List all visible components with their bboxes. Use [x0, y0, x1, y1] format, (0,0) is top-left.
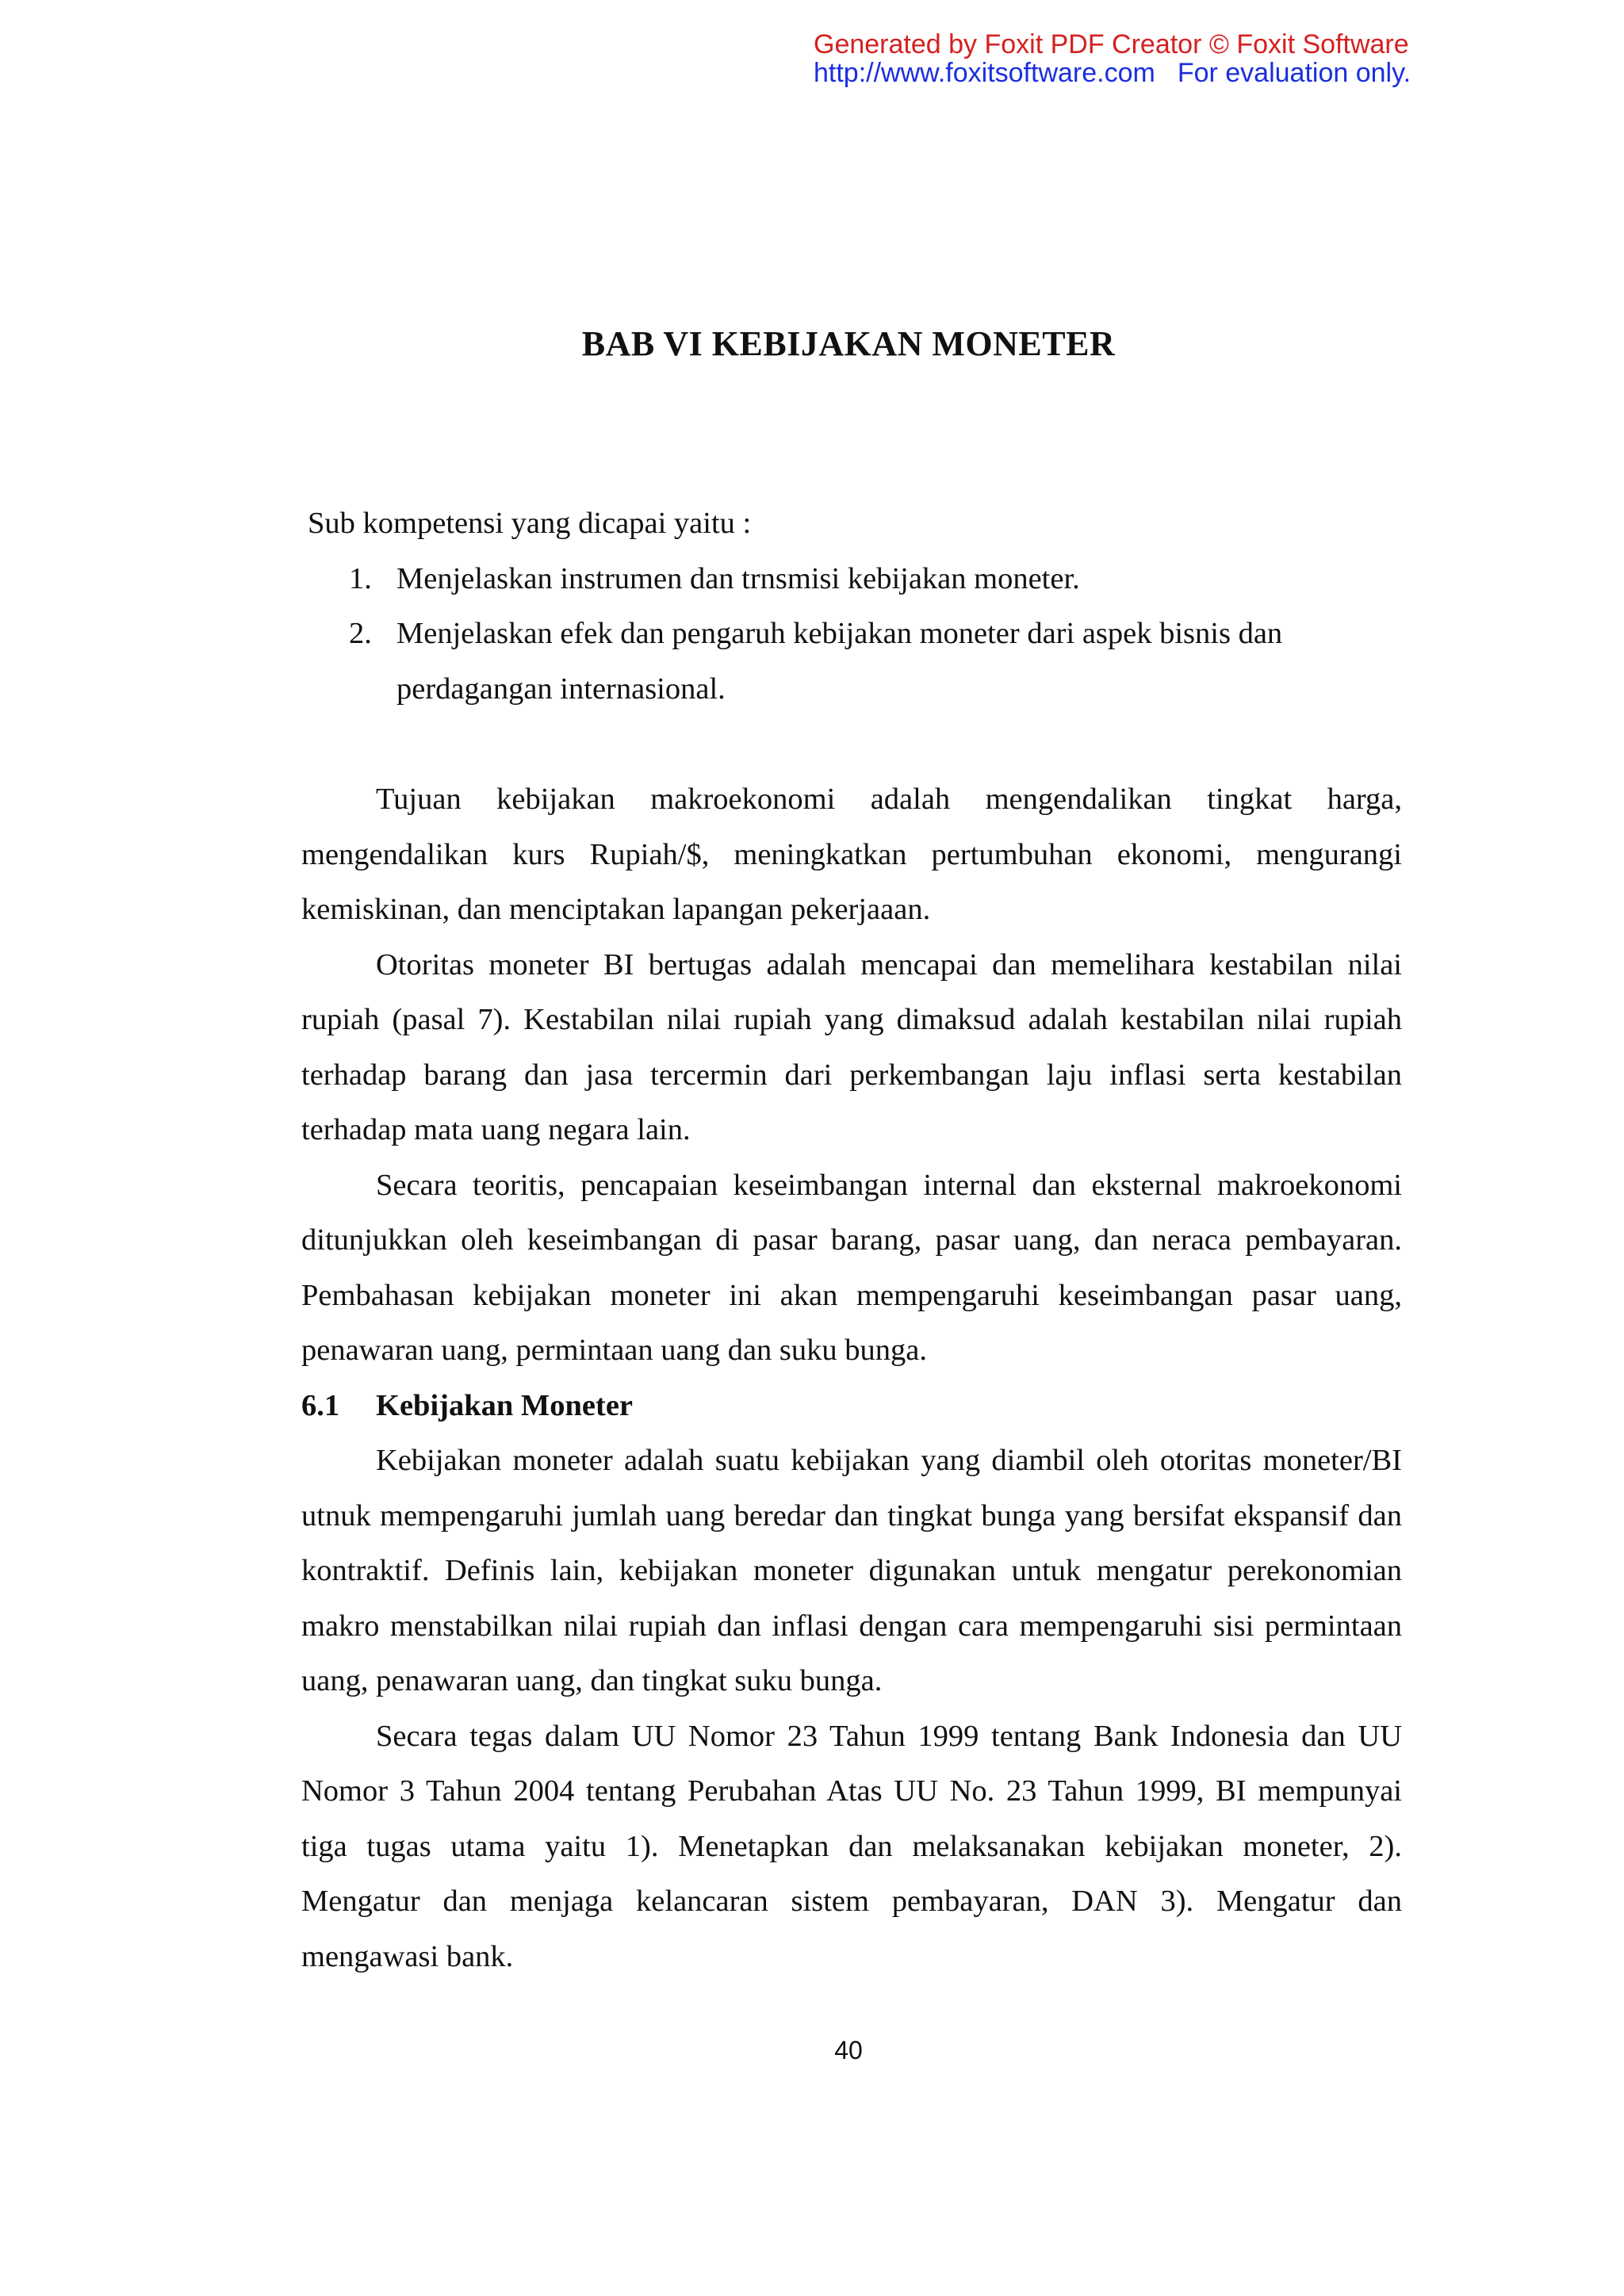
list-item-number: 2. — [349, 617, 372, 650]
subcompetency-intro: Sub kompetensi yang dicapai yaitu : — [308, 507, 752, 540]
paragraph: Tujuan kebijakan makroekonomi adalah mengendalikan tingkat harga, mengendalikan kurs Rupiah/$, meningkatkan pertumbuhan ekonomi, mengurangi kemiskinan, dan menciptakan lapangan pekerjaaan. — [301, 783, 1402, 926]
watermark-creator: Generated by Foxit PDF Creator © Foxit Software — [814, 29, 1409, 59]
watermark — [814, 30, 1599, 87]
paragraph: Kebijakan moneter adalah suatu kebijakan yang diambil oleh otoritas moneter/BI utnuk mempengaruhi jumlah uang beredar dan tingkat bunga yang bersifat ekspansif dan kontraktif. Definis lain, kebijakan moneter digunakan untuk mengatur perekonomian makro menstabilkan nilai rupiah dan inflasi dengan cara mempengaruhi sisi permintaan uang, penawaran uang, dan tingkat suku bunga. — [301, 1444, 1402, 1697]
paragraph: Secara teoritis, pencapaian keseimbangan internal dan eksternal makroekonomi ditunjukkan oleh keseimbangan di pasar barang, pasar uang, dan neraca pembayaran. Pembahasan kebijakan moneter ini akan mempengaruhi keseimbangan pasar uang, penawaran uang, permintaan uang dan suku bunga. — [301, 1168, 1402, 1367]
list-item — [349, 607, 1402, 717]
list-item-text: Menjelaskan instrumen dan trnsmisi kebijakan moneter. — [396, 561, 1080, 595]
objectives-list — [301, 552, 1402, 718]
watermark-url[interactable]: http://www.foxitsoftware.com — [814, 58, 1155, 88]
watermark-link-line — [814, 59, 1599, 87]
spacer — [301, 717, 1402, 772]
watermark-note: For evaluation only. — [1177, 58, 1411, 88]
paragraph: Otoritas moneter BI bertugas adalah mencapai dan memelihara kestabilan nilai rupiah (pasal 7). Kestabilan nilai rupiah yang dimaksud adalah kestabilan nilai rupiah terhadap barang dan jasa tercermin dari perkembangan laju inflasi serta kestabilan terhadap mata uang negara lain. — [301, 947, 1402, 1146]
section-title: Kebijakan Moneter — [376, 1388, 633, 1422]
page-number: 40 — [834, 2036, 863, 2064]
section-number: 6.1 — [301, 1388, 340, 1422]
chapter-title: BAB VI KEBIJAKAN MONETER — [581, 324, 1116, 363]
list-item-number: 1. — [349, 561, 372, 595]
paragraph: Secara tegas dalam UU Nomor 23 Tahun 1999 tentang Bank Indonesia dan UU Nomor 3 Tahun 2004 tentang Perubahan Atas UU No. 23 Tahun 1999, BI mempunyai tiga tugas utama yaitu 1). Menetapkan dan melaksanakan kebijakan moneter, 2). Mengatur dan menjaga kelancaran sistem pembayaran, DAN 3). Mengatur dan mengawasi bank. — [301, 1719, 1402, 1973]
list-item — [349, 552, 1402, 607]
section-heading — [301, 1379, 1402, 1434]
page-content — [301, 496, 1402, 1984]
list-item-text: Menjelaskan efek dan pengaruh kebijakan moneter dari aspek bisnis dan perdagangan internasional. — [396, 617, 1283, 706]
